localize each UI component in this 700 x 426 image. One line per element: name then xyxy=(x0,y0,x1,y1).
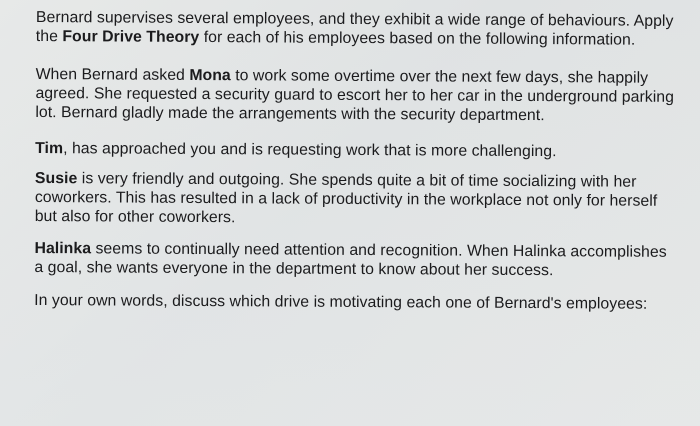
question-text: In your own words, discuss which drive is motivating each one of Bernard's employees: xyxy=(34,291,648,313)
question-paragraph xyxy=(34,291,674,314)
mona-text-1: When Bernard asked xyxy=(35,65,190,84)
intro-text-1: Bernard supervises several employees, and they exhibit a wide range of behaviours. Apply the xyxy=(35,8,674,46)
mona-paragraph xyxy=(35,65,675,126)
intro-text-2: for each of his employees based on the following information. xyxy=(199,28,636,49)
susie-paragraph xyxy=(35,169,675,230)
mona-name: Mona xyxy=(189,66,231,85)
tim-text: , has approached you and is requesting work that is more challenging. xyxy=(63,140,557,161)
halinka-text: seems to continually need attention and recognition. When Halinka accomplishes a goal, she wants everyone in the department to know about her success. xyxy=(34,240,667,280)
halinka-name: Halinka xyxy=(34,239,92,258)
tim-name: Tim xyxy=(35,139,64,158)
four-drive-theory-term: Four Drive Theory xyxy=(62,28,200,46)
question-document xyxy=(34,8,676,314)
halinka-paragraph xyxy=(34,239,674,281)
tim-paragraph xyxy=(35,139,675,162)
susie-text: is very friendly and outgoing. She spends quite a bit of time socializing with her coworkers. This has resulted in a lack of productivity in the workplace not only for herself but also for other coworkers. xyxy=(34,170,658,227)
susie-name: Susie xyxy=(34,169,78,188)
mona-text-2: to work some overtime over the next few days, she happily agreed. She requested a security guard to escort her to her car in the underground parking lot. Bernard gladly made the arrangements with the security department. xyxy=(35,67,675,125)
intro-paragraph xyxy=(36,8,676,50)
